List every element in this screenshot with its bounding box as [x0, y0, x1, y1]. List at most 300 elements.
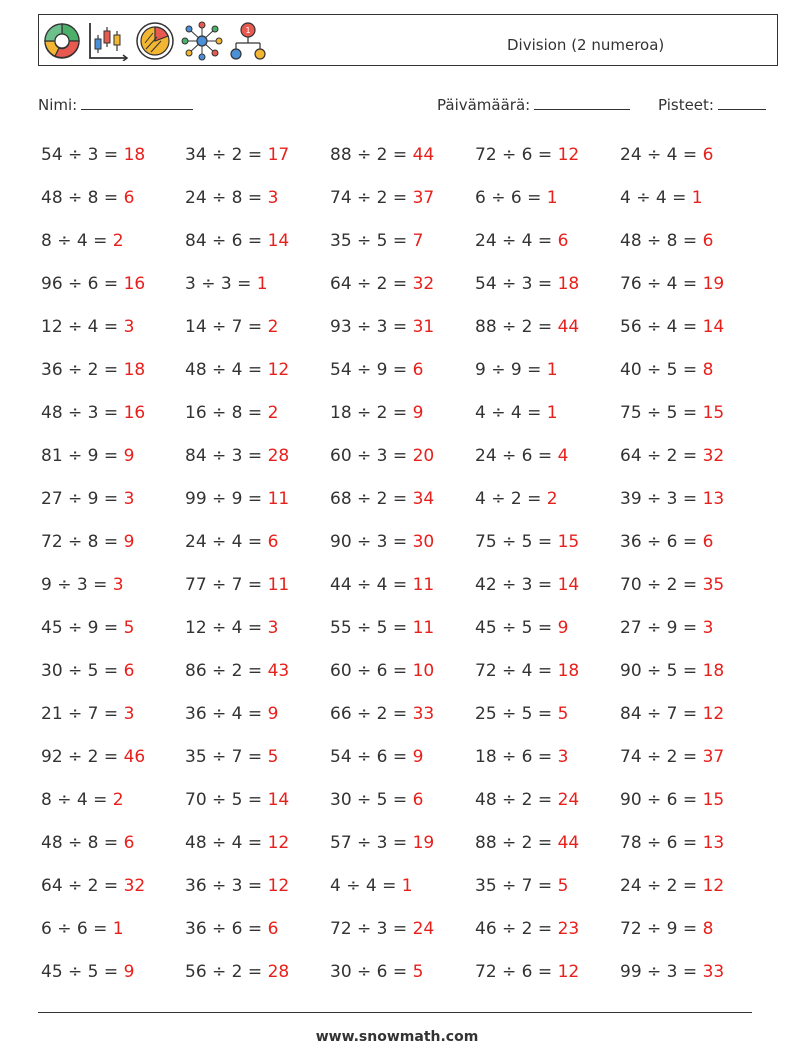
problem-question: 64 ÷ 2 =	[330, 274, 408, 294]
problem-answer: 1	[112, 919, 124, 939]
problem-answer: 14	[702, 317, 725, 337]
problem-item	[41, 360, 145, 380]
page-title: Division (2 numeroa)	[507, 36, 665, 54]
problem-item	[41, 790, 124, 810]
problem-answer: 44	[557, 833, 580, 853]
problem-question: 12 ÷ 4 =	[185, 618, 263, 638]
problem-item	[475, 962, 579, 982]
footer-url: www.snowmath.com	[315, 1029, 479, 1045]
problem-question: 48 ÷ 8 =	[620, 231, 698, 251]
problem-question: 75 ÷ 5 =	[620, 403, 698, 423]
problem-answer: 9	[267, 704, 279, 724]
problem-item	[41, 661, 134, 681]
problem-answer: 44	[557, 317, 580, 337]
problem-item	[620, 962, 724, 982]
problem-question: 74 ÷ 2 =	[330, 188, 408, 208]
problem-item	[330, 618, 434, 638]
problem-question: 75 ÷ 5 =	[475, 532, 553, 552]
problem-answer: 13	[702, 833, 725, 853]
problem-item	[620, 145, 713, 165]
score-blank[interactable]	[718, 94, 766, 110]
problem-question: 90 ÷ 6 =	[620, 790, 698, 810]
problem-question: 72 ÷ 4 =	[475, 661, 553, 681]
problem-item	[620, 876, 724, 896]
problem-item	[330, 360, 423, 380]
problem-answer: 16	[123, 274, 146, 294]
problem-question: 68 ÷ 2 =	[330, 489, 408, 509]
problem-question: 4 ÷ 4 =	[330, 876, 397, 896]
problem-item	[330, 145, 434, 165]
problem-question: 36 ÷ 3 =	[185, 876, 263, 896]
problem-item	[41, 145, 145, 165]
date-label: Päivämäärä:	[437, 96, 531, 114]
donut-chart-icon	[43, 21, 81, 61]
problem-question: 24 ÷ 2 =	[620, 876, 698, 896]
problem-answer: 5	[557, 704, 569, 724]
problem-item	[185, 403, 278, 423]
problem-question: 72 ÷ 6 =	[475, 962, 553, 982]
problem-question: 54 ÷ 3 =	[475, 274, 553, 294]
problem-question: 36 ÷ 2 =	[41, 360, 119, 380]
problem-answer: 2	[546, 489, 558, 509]
problem-question: 56 ÷ 2 =	[185, 962, 263, 982]
problem-answer: 18	[123, 360, 146, 380]
problem-answer: 43	[267, 661, 290, 681]
problem-answer: 12	[557, 145, 580, 165]
problem-answer: 3	[123, 317, 135, 337]
problem-answer: 23	[557, 919, 580, 939]
problem-answer: 8	[702, 919, 714, 939]
problem-question: 81 ÷ 9 =	[41, 446, 119, 466]
problem-question: 12 ÷ 4 =	[41, 317, 119, 337]
problem-question: 27 ÷ 9 =	[41, 489, 119, 509]
problem-question: 84 ÷ 6 =	[185, 231, 263, 251]
problem-item	[475, 661, 579, 681]
problem-item	[330, 188, 434, 208]
problem-answer: 14	[557, 575, 580, 595]
problem-answer: 12	[267, 876, 290, 896]
problem-answer: 3	[702, 618, 714, 638]
problem-answer: 3	[267, 188, 279, 208]
problem-item	[330, 532, 434, 552]
score-label: Pisteet:	[658, 96, 714, 114]
problem-item	[41, 532, 134, 552]
pie-chart-icon	[135, 21, 175, 61]
problem-answer: 11	[267, 489, 290, 509]
problem-answer: 8	[702, 360, 714, 380]
problem-question: 30 ÷ 5 =	[41, 661, 119, 681]
problem-answer: 35	[702, 575, 725, 595]
network-icon	[181, 21, 223, 61]
problem-item	[41, 919, 124, 939]
problem-question: 64 ÷ 2 =	[620, 446, 698, 466]
problem-item	[620, 489, 724, 509]
problem-item	[475, 145, 579, 165]
problem-question: 24 ÷ 6 =	[475, 446, 553, 466]
problem-answer: 18	[123, 145, 146, 165]
problem-answer: 17	[267, 145, 290, 165]
problem-item	[620, 618, 713, 638]
problem-answer: 16	[123, 403, 146, 423]
problem-question: 72 ÷ 9 =	[620, 919, 698, 939]
problem-answer: 20	[412, 446, 435, 466]
problem-question: 54 ÷ 3 =	[41, 145, 119, 165]
problem-answer: 9	[123, 962, 135, 982]
score-field	[658, 94, 766, 114]
problem-item	[41, 704, 134, 724]
problem-item	[620, 790, 724, 810]
problem-question: 4 ÷ 2 =	[475, 489, 542, 509]
problem-item	[41, 747, 145, 767]
problem-item	[185, 747, 278, 767]
problem-item	[41, 962, 134, 982]
problem-item	[41, 317, 134, 337]
problem-answer: 11	[412, 618, 435, 638]
problem-question: 48 ÷ 2 =	[475, 790, 553, 810]
problem-question: 4 ÷ 4 =	[620, 188, 687, 208]
problem-question: 6 ÷ 6 =	[475, 188, 542, 208]
problem-question: 6 ÷ 6 =	[41, 919, 108, 939]
problem-item	[475, 317, 579, 337]
problem-answer: 6	[412, 790, 424, 810]
problem-item	[185, 833, 289, 853]
problem-answer: 6	[702, 145, 714, 165]
problem-item	[620, 446, 724, 466]
problem-question: 39 ÷ 3 =	[620, 489, 698, 509]
problem-question: 48 ÷ 4 =	[185, 360, 263, 380]
problem-item	[330, 575, 434, 595]
problem-item	[620, 575, 724, 595]
problem-question: 74 ÷ 2 =	[620, 747, 698, 767]
problem-question: 60 ÷ 6 =	[330, 661, 408, 681]
problem-item	[185, 618, 278, 638]
problem-question: 48 ÷ 8 =	[41, 833, 119, 853]
problem-item	[185, 145, 289, 165]
problem-question: 36 ÷ 6 =	[185, 919, 263, 939]
problem-answer: 9	[123, 532, 135, 552]
problem-item	[330, 833, 434, 853]
problem-answer: 31	[412, 317, 435, 337]
problem-item	[41, 575, 124, 595]
problem-question: 9 ÷ 3 =	[41, 575, 108, 595]
problem-answer: 6	[123, 188, 135, 208]
problem-item	[330, 489, 434, 509]
problem-item	[41, 876, 145, 896]
problem-answer: 18	[557, 274, 580, 294]
problem-answer: 5	[267, 747, 279, 767]
problem-answer: 1	[691, 188, 703, 208]
problem-answer: 2	[267, 403, 279, 423]
problem-item	[185, 704, 278, 724]
problem-item	[185, 575, 289, 595]
problem-answer: 9	[557, 618, 569, 638]
problem-question: 57 ÷ 3 =	[330, 833, 408, 853]
problem-question: 84 ÷ 7 =	[620, 704, 698, 724]
problem-question: 16 ÷ 8 =	[185, 403, 263, 423]
problem-answer: 6	[123, 661, 135, 681]
problem-item	[185, 231, 289, 251]
problem-question: 24 ÷ 8 =	[185, 188, 263, 208]
problem-item	[475, 747, 568, 767]
problem-item	[475, 532, 579, 552]
problem-answer: 14	[267, 231, 290, 251]
problem-item	[620, 661, 724, 681]
problem-question: 14 ÷ 7 =	[185, 317, 263, 337]
problem-question: 45 ÷ 5 =	[41, 962, 119, 982]
problem-answer: 24	[557, 790, 580, 810]
problem-question: 70 ÷ 2 =	[620, 575, 698, 595]
name-blank[interactable]	[81, 94, 193, 110]
problem-item	[620, 704, 724, 724]
problem-question: 24 ÷ 4 =	[475, 231, 553, 251]
problem-question: 45 ÷ 9 =	[41, 618, 119, 638]
problem-item	[475, 489, 558, 509]
problem-question: 56 ÷ 4 =	[620, 317, 698, 337]
problem-answer: 30	[412, 532, 435, 552]
problem-question: 24 ÷ 4 =	[620, 145, 698, 165]
problem-item	[475, 919, 579, 939]
problem-question: 48 ÷ 8 =	[41, 188, 119, 208]
problem-item	[330, 962, 423, 982]
problem-answer: 11	[267, 575, 290, 595]
problem-answer: 9	[123, 446, 135, 466]
problem-answer: 34	[412, 489, 435, 509]
problem-item	[185, 274, 268, 294]
problem-question: 36 ÷ 6 =	[620, 532, 698, 552]
problem-answer: 28	[267, 962, 290, 982]
problem-item	[620, 833, 724, 853]
hierarchy-icon	[227, 21, 269, 61]
problem-item	[475, 446, 568, 466]
problem-item	[41, 833, 134, 853]
problem-answer: 1	[256, 274, 268, 294]
problem-item	[41, 231, 124, 251]
problem-answer: 19	[412, 833, 435, 853]
problem-item	[330, 446, 434, 466]
problem-answer: 2	[267, 317, 279, 337]
problem-answer: 28	[267, 446, 290, 466]
problem-answer: 9	[412, 747, 424, 767]
problem-answer: 6	[267, 919, 279, 939]
problem-item	[330, 274, 434, 294]
candlestick-chart-icon	[87, 21, 129, 61]
problem-item	[41, 403, 145, 423]
problem-item	[330, 704, 434, 724]
problem-answer: 32	[123, 876, 146, 896]
problem-answer: 24	[412, 919, 435, 939]
problem-answer: 37	[412, 188, 435, 208]
problem-answer: 6	[557, 231, 569, 251]
problem-item	[475, 618, 568, 638]
problem-question: 54 ÷ 9 =	[330, 360, 408, 380]
problem-answer: 3	[112, 575, 124, 595]
name-label: Nimi:	[38, 96, 78, 114]
problem-answer: 3	[123, 704, 135, 724]
problem-question: 72 ÷ 8 =	[41, 532, 119, 552]
problem-question: 48 ÷ 4 =	[185, 833, 263, 853]
problem-question: 36 ÷ 4 =	[185, 704, 263, 724]
problem-item	[620, 231, 713, 251]
problem-answer: 19	[702, 274, 725, 294]
problem-answer: 3	[557, 747, 569, 767]
problem-answer: 10	[412, 661, 435, 681]
problem-item	[475, 188, 558, 208]
problem-item	[475, 274, 579, 294]
problem-item	[330, 790, 423, 810]
problem-question: 24 ÷ 4 =	[185, 532, 263, 552]
problem-item	[41, 274, 145, 294]
problem-question: 88 ÷ 2 =	[330, 145, 408, 165]
problem-question: 21 ÷ 7 =	[41, 704, 119, 724]
problem-item	[330, 747, 423, 767]
problem-item	[185, 962, 289, 982]
problem-question: 44 ÷ 4 =	[330, 575, 408, 595]
problem-item	[185, 661, 289, 681]
problem-question: 18 ÷ 6 =	[475, 747, 553, 767]
problem-item	[185, 446, 289, 466]
problem-answer: 3	[267, 618, 279, 638]
problem-answer: 1	[546, 188, 558, 208]
problem-answer: 3	[123, 489, 135, 509]
problem-item	[475, 833, 579, 853]
problem-question: 35 ÷ 5 =	[330, 231, 408, 251]
problem-item	[620, 274, 724, 294]
problem-item	[620, 919, 713, 939]
problem-answer: 6	[412, 360, 424, 380]
problem-item	[330, 317, 434, 337]
problem-answer: 33	[412, 704, 435, 724]
problem-question: 55 ÷ 5 =	[330, 618, 408, 638]
problem-answer: 9	[412, 403, 424, 423]
problem-item	[620, 360, 713, 380]
problem-item	[475, 704, 568, 724]
problem-question: 66 ÷ 2 =	[330, 704, 408, 724]
problem-answer: 44	[412, 145, 435, 165]
problem-item	[475, 876, 568, 896]
problem-answer: 32	[702, 446, 725, 466]
problem-item	[620, 747, 724, 767]
problem-answer: 2	[112, 231, 124, 251]
problem-item	[330, 231, 423, 251]
problem-question: 90 ÷ 3 =	[330, 532, 408, 552]
problem-question: 18 ÷ 2 =	[330, 403, 408, 423]
problem-answer: 1	[546, 403, 558, 423]
problem-question: 42 ÷ 3 =	[475, 575, 553, 595]
problem-question: 96 ÷ 6 =	[41, 274, 119, 294]
problem-item	[185, 317, 278, 337]
date-blank[interactable]	[534, 94, 630, 110]
problem-question: 99 ÷ 3 =	[620, 962, 698, 982]
problem-item	[620, 188, 703, 208]
problem-question: 8 ÷ 4 =	[41, 231, 108, 251]
problem-answer: 12	[267, 833, 290, 853]
problem-question: 46 ÷ 2 =	[475, 919, 553, 939]
problem-item	[475, 790, 579, 810]
problem-item	[620, 532, 713, 552]
problem-question: 99 ÷ 9 =	[185, 489, 263, 509]
problem-question: 3 ÷ 3 =	[185, 274, 252, 294]
problem-item	[185, 188, 278, 208]
problem-answer: 18	[702, 661, 725, 681]
problem-item	[185, 360, 289, 380]
problem-answer: 32	[412, 274, 435, 294]
problem-question: 25 ÷ 5 =	[475, 704, 553, 724]
problem-item	[330, 876, 413, 896]
problem-question: 76 ÷ 4 =	[620, 274, 698, 294]
problem-answer: 12	[267, 360, 290, 380]
problem-item	[475, 403, 558, 423]
problem-answer: 18	[557, 661, 580, 681]
problem-question: 77 ÷ 7 =	[185, 575, 263, 595]
problem-question: 35 ÷ 7 =	[185, 747, 263, 767]
problem-answer: 37	[702, 747, 725, 767]
problem-question: 72 ÷ 3 =	[330, 919, 408, 939]
problem-item	[41, 446, 134, 466]
problem-answer: 12	[557, 962, 580, 982]
problem-question: 88 ÷ 2 =	[475, 833, 553, 853]
problem-question: 78 ÷ 6 =	[620, 833, 698, 853]
problem-item	[475, 575, 579, 595]
problem-question: 45 ÷ 5 =	[475, 618, 553, 638]
problem-question: 27 ÷ 9 =	[620, 618, 698, 638]
problem-answer: 2	[112, 790, 124, 810]
problem-question: 64 ÷ 2 =	[41, 876, 119, 896]
problem-item	[185, 919, 278, 939]
problem-question: 30 ÷ 6 =	[330, 962, 408, 982]
problem-item	[185, 532, 278, 552]
problem-item	[185, 790, 289, 810]
problem-question: 54 ÷ 6 =	[330, 747, 408, 767]
problem-answer: 1	[401, 876, 413, 896]
problem-answer: 5	[123, 618, 135, 638]
problem-item	[41, 188, 134, 208]
problem-answer: 5	[557, 876, 569, 896]
problem-answer: 1	[546, 360, 558, 380]
problem-question: 35 ÷ 7 =	[475, 876, 553, 896]
problem-answer: 7	[412, 231, 424, 251]
problem-question: 40 ÷ 5 =	[620, 360, 698, 380]
problem-answer: 5	[412, 962, 424, 982]
problem-answer: 33	[702, 962, 725, 982]
problem-question: 4 ÷ 4 =	[475, 403, 542, 423]
problem-answer: 6	[123, 833, 135, 853]
problem-answer: 14	[267, 790, 290, 810]
problem-answer: 6	[702, 231, 714, 251]
name-field	[38, 94, 193, 114]
problem-question: 72 ÷ 6 =	[475, 145, 553, 165]
problem-question: 8 ÷ 4 =	[41, 790, 108, 810]
problem-item	[620, 317, 724, 337]
problem-question: 30 ÷ 5 =	[330, 790, 408, 810]
problem-question: 48 ÷ 3 =	[41, 403, 119, 423]
problem-item	[41, 489, 134, 509]
date-field	[437, 94, 630, 114]
problem-item	[185, 489, 289, 509]
problem-question: 86 ÷ 2 =	[185, 661, 263, 681]
svg-text:1: 1	[245, 26, 251, 35]
problem-answer: 6	[267, 532, 279, 552]
problem-question: 9 ÷ 9 =	[475, 360, 542, 380]
problem-item	[185, 876, 289, 896]
problem-item	[330, 403, 423, 423]
problem-question: 92 ÷ 2 =	[41, 747, 119, 767]
problem-answer: 46	[123, 747, 146, 767]
problem-answer: 15	[702, 790, 725, 810]
problem-question: 34 ÷ 2 =	[185, 145, 263, 165]
problem-item	[330, 661, 434, 681]
problem-item	[41, 618, 134, 638]
problem-item	[475, 360, 558, 380]
